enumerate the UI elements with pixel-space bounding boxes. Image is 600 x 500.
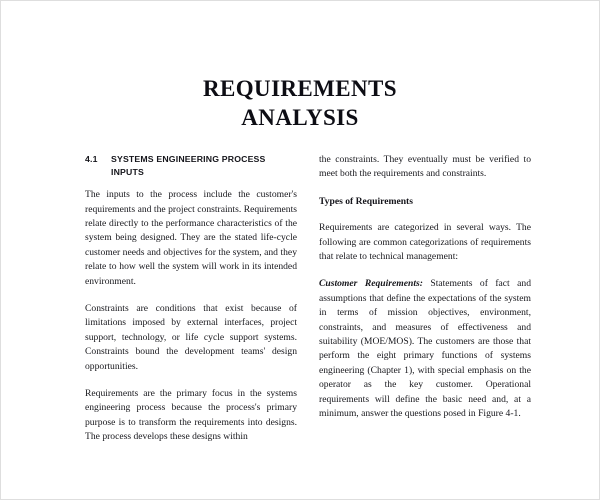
paragraph: Requirements are categorized in several ways. The following are common categorizations of requirements that relate to technical management: xyxy=(319,222,531,263)
subheading-types-of-requirements: Types of Requirements xyxy=(319,195,413,207)
page-title-line-2: ANALYSIS xyxy=(241,105,359,131)
two-column-body xyxy=(85,153,537,453)
left-column xyxy=(85,153,297,445)
page-title xyxy=(1,74,599,132)
page-title-line-1: REQUIREMENTS xyxy=(203,76,397,102)
definition-term: Customer Requirements: xyxy=(319,278,423,290)
section-heading xyxy=(85,153,297,178)
section-heading-text: SYSTEMS ENGINEERING PROCESS INPUTS xyxy=(111,154,266,177)
paragraph: Requirements are the primary focus in the systems engineering process because the process's primary purpose is to transform the requirements into designs. The process develops these designs within xyxy=(85,388,297,443)
paragraph: The inputs to the process include the customer's requirements and the project constraints. Requirements relate directly to the performance characteristics of the system being designed. They are the stated life-cycle customer needs and objectives for the system, and they relate to how well the system will work in its intended environment. xyxy=(85,189,297,287)
section-number: 4.1 xyxy=(85,154,98,164)
paragraph-continuation: the constraints. They eventually must be verified to meet both the requirements and constraints. xyxy=(319,154,531,180)
definition-text: Statements of fact and assumptions that define the expectations of the system in terms of mission objectives, environment, constraints, and measures of effectiveness and suitability (MOE/MOS). The customers are those that perform the eight primary functions of systems engineering (Chapter 1), with special emphasis on the operator as the key customer. Operational requirements will define the basic need and, at a minimum, answer the questions posed in Figure 4-1. xyxy=(319,278,531,420)
definition-paragraph xyxy=(319,277,531,421)
paragraph: Constraints are conditions that exist because of limitations imposed by external interfaces, project support, technology, or life cycle support systems. Constraints bound the development teams' design opportunities. xyxy=(85,303,297,372)
right-column xyxy=(319,153,531,422)
